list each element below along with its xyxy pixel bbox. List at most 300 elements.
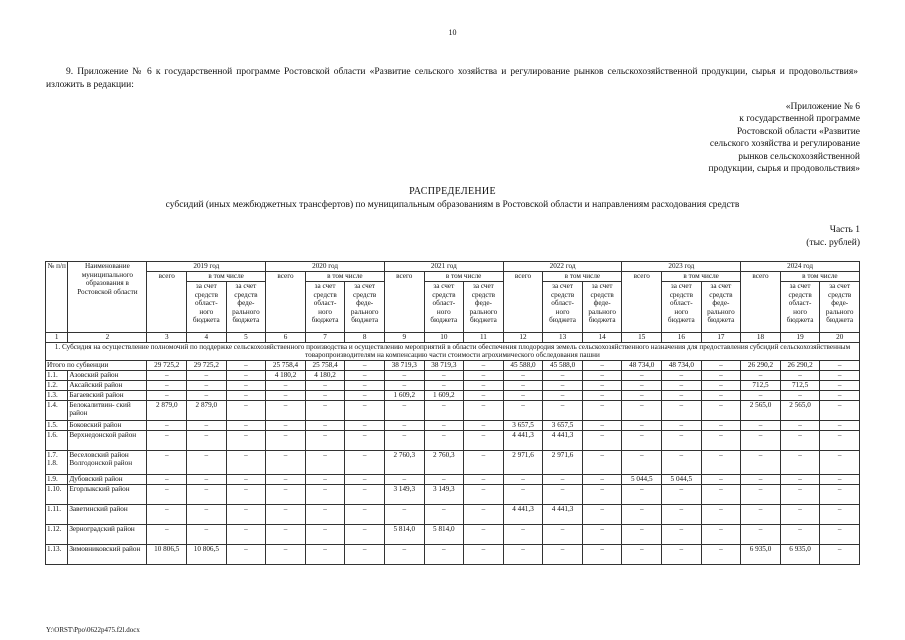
cell-value: 48 734,0 [662, 360, 702, 370]
header-federal-budget: за счет средств феде- рального бюджета [226, 282, 266, 333]
cell-value: – [780, 390, 820, 400]
cell-value: – [662, 524, 702, 544]
column-index: 11 [464, 333, 504, 343]
row-name: Зимовниковский район [68, 544, 147, 564]
cell-value: – [147, 380, 187, 390]
cell-value: – [741, 450, 781, 474]
cell-value: – [780, 484, 820, 504]
cell-value: – [741, 474, 781, 484]
cell-value: – [543, 380, 583, 390]
cell-value: – [780, 370, 820, 380]
cell-value: 3 657,5 [543, 420, 583, 430]
column-index: 7 [305, 333, 345, 343]
cell-value: 4 441,3 [503, 504, 543, 524]
cell-value: 2 971,6 [503, 450, 543, 474]
cell-value: – [266, 400, 306, 420]
column-index: 12 [503, 333, 543, 343]
appendix-line: продукции, сырья и продовольствия» [708, 164, 860, 175]
cell-value: – [662, 484, 702, 504]
cell-value: – [464, 544, 504, 564]
appendix-line: к государственной программе [739, 114, 860, 125]
cell-value: – [226, 544, 266, 564]
cell-value: – [187, 474, 227, 484]
cell-value: – [345, 390, 385, 400]
row-name: Дубовский район [68, 474, 147, 484]
cell-value: – [622, 484, 662, 504]
cell-value: – [464, 450, 504, 474]
cell-value: – [701, 390, 741, 400]
cell-value: – [147, 484, 187, 504]
cell-value: – [187, 420, 227, 430]
header-regional-budget: за счет средств област- ного бюджета [305, 282, 345, 333]
appendix-line: сельского хозяйства и регулирование [709, 139, 860, 150]
cell-value: 29 725,2 [187, 360, 227, 370]
row-number: 1.3. [46, 390, 68, 400]
header-federal-budget: за счет средств феде- рального бюджета [345, 282, 385, 333]
cell-value: – [701, 484, 741, 504]
cell-value: – [226, 360, 266, 370]
cell-value: – [345, 484, 385, 504]
table-row [46, 390, 860, 400]
cell-value: 2 760,3 [384, 450, 424, 474]
cell-value: 6 935,0 [780, 544, 820, 564]
row-number: 1.12. [46, 524, 68, 544]
cell-value: – [582, 504, 622, 524]
cell-value: – [187, 370, 227, 380]
cell-value: – [543, 400, 583, 420]
cell-value: – [503, 544, 543, 564]
cell-value: – [384, 400, 424, 420]
cell-value: – [384, 430, 424, 450]
cell-value: – [424, 430, 464, 450]
header-num: № п/п [46, 262, 68, 333]
cell-value: 3 657,5 [503, 420, 543, 430]
cell-value: – [384, 380, 424, 390]
cell-value: – [266, 544, 306, 564]
cell-value: – [384, 420, 424, 430]
column-index: 1 [46, 333, 68, 343]
cell-value: – [741, 504, 781, 524]
cell-value: – [266, 380, 306, 390]
cell-value: – [226, 504, 266, 524]
cell-value: – [701, 360, 741, 370]
cell-value: – [662, 370, 702, 380]
intro-paragraph: 9. Приложение № 6 к государственной программе Ростовской области «Развитие сельского хозяйства и регулирование рынков сельскохозяйственной продукции, сырья и продовольствия» изложить в редакции: [46, 67, 858, 90]
row-name: Багаевский район [68, 390, 147, 400]
cell-value: – [780, 524, 820, 544]
cell-value: 5 814,0 [384, 524, 424, 544]
header-year: 2020 год [266, 262, 385, 272]
cell-value: – [820, 484, 860, 504]
header-including: в том числе [543, 272, 622, 282]
cell-value: – [305, 450, 345, 474]
document-subtitle: субсидий (иных межбюджетных трансфертов) по муниципальным образованиям в Ростовской области и направлениям расходования средств [165, 200, 740, 210]
cell-value: – [662, 450, 702, 474]
cell-value: – [345, 420, 385, 430]
cell-value: – [266, 430, 306, 450]
cell-value: – [582, 450, 622, 474]
column-index: 17 [701, 333, 741, 343]
cell-value: – [464, 390, 504, 400]
cell-value: – [266, 524, 306, 544]
cell-value: 2 879,0 [187, 400, 227, 420]
units-label: (тыс. рублей) [806, 238, 860, 248]
cell-value: – [741, 370, 781, 380]
cell-value: – [266, 474, 306, 484]
cell-value: – [780, 430, 820, 450]
distribution-table [45, 261, 860, 565]
header-year: 2019 год [147, 262, 266, 272]
cell-value: – [345, 544, 385, 564]
cell-value: – [820, 400, 860, 420]
cell-value: – [424, 474, 464, 484]
header-including: в том числе [305, 272, 384, 282]
table-row [46, 430, 860, 450]
cell-value: – [226, 474, 266, 484]
cell-value: – [424, 544, 464, 564]
row-number: 1.1. [46, 370, 68, 380]
cell-value: 2 565,0 [741, 400, 781, 420]
cell-value: 10 806,5 [187, 544, 227, 564]
header-regional-budget: за счет средств област- ного бюджета [187, 282, 227, 333]
cell-value: 38 719,3 [384, 360, 424, 370]
cell-value: – [582, 370, 622, 380]
column-index: 14 [582, 333, 622, 343]
appendix-line: рынков сельскохозяйственной [738, 151, 860, 162]
cell-value: – [582, 420, 622, 430]
cell-value: – [305, 504, 345, 524]
table-row [46, 450, 860, 474]
cell-value: – [226, 430, 266, 450]
column-index: 20 [820, 333, 860, 343]
cell-value: – [147, 504, 187, 524]
cell-value: – [780, 420, 820, 430]
header-regional-budget: за счет средств област- ного бюджета [662, 282, 702, 333]
row-number: 1.4. [46, 400, 68, 420]
cell-value: – [384, 504, 424, 524]
cell-value: – [503, 400, 543, 420]
cell-value: 26 290,2 [780, 360, 820, 370]
cell-value: – [345, 450, 385, 474]
cell-value: – [701, 474, 741, 484]
cell-value: – [662, 504, 702, 524]
cell-value: – [464, 400, 504, 420]
cell-value: – [582, 544, 622, 564]
column-index: 2 [68, 333, 147, 343]
row-number: 1.2. [46, 380, 68, 390]
cell-value: – [543, 474, 583, 484]
cell-value: – [147, 524, 187, 544]
column-index: 3 [147, 333, 187, 343]
cell-value: – [305, 524, 345, 544]
cell-value: – [780, 450, 820, 474]
cell-value: – [701, 504, 741, 524]
row-number: 1.10. [46, 484, 68, 504]
cell-value: – [464, 484, 504, 504]
cell-value: – [622, 544, 662, 564]
cell-value: – [266, 390, 306, 400]
cell-value: – [543, 484, 583, 504]
cell-value: – [503, 524, 543, 544]
cell-value: – [820, 360, 860, 370]
cell-value: – [780, 474, 820, 484]
cell-value: – [464, 360, 504, 370]
cell-value: – [226, 370, 266, 380]
table-row [46, 474, 860, 484]
row-number: 1.6. [46, 430, 68, 450]
table-row [46, 484, 860, 504]
cell-value: – [622, 504, 662, 524]
cell-value: – [820, 380, 860, 390]
appendix-line: Ростовской области «Развитие [736, 126, 860, 137]
header-year: 2024 год [741, 262, 860, 272]
column-index: 6 [266, 333, 306, 343]
cell-value: – [187, 524, 227, 544]
cell-value: – [662, 544, 702, 564]
cell-value: – [701, 430, 741, 450]
cell-value: 4 441,3 [543, 504, 583, 524]
cell-value: – [780, 504, 820, 524]
cell-value: 3 149,3 [424, 484, 464, 504]
cell-value: – [345, 504, 385, 524]
cell-value: – [226, 400, 266, 420]
cell-value: 5 044,5 [662, 474, 702, 484]
cell-value: – [345, 400, 385, 420]
cell-value: – [424, 420, 464, 430]
cell-value: 1 609,2 [384, 390, 424, 400]
subsidy-heading: 1. Субсидия на осуществление полномочий по поддержке сельскохозяйственного производства и осуществлению мероприятий в области обеспечения плодородия земель сельскохозяйственного назначения для предоставления субсидий сельскохозяйственным товаропроизводителям на компенсацию части стоимости агрохимического обследования пашни [46, 342, 860, 360]
cell-value: – [820, 430, 860, 450]
row-name: Итого по субвенции [46, 360, 147, 370]
cell-value: 48 734,0 [622, 360, 662, 370]
header-year: 2023 год [622, 262, 741, 272]
row-number: 1.9. [46, 474, 68, 484]
cell-value: – [662, 390, 702, 400]
header-total: всего [503, 272, 543, 333]
cell-value: – [820, 544, 860, 564]
header-total: всего [266, 272, 306, 333]
column-index: 18 [741, 333, 781, 343]
cell-value: – [622, 420, 662, 430]
cell-value: 10 806,5 [147, 544, 187, 564]
header-federal-budget: за счет средств феде- рального бюджета [701, 282, 741, 333]
cell-value: – [543, 390, 583, 400]
cell-value: – [266, 420, 306, 430]
cell-value: – [345, 370, 385, 380]
cell-value: – [582, 474, 622, 484]
cell-value: 2 971,6 [543, 450, 583, 474]
cell-value: – [147, 420, 187, 430]
cell-value: – [820, 420, 860, 430]
cell-value: – [503, 390, 543, 400]
cell-value: – [543, 544, 583, 564]
header-year: 2022 год [503, 262, 622, 272]
cell-value: – [384, 544, 424, 564]
cell-value: – [503, 380, 543, 390]
cell-value: – [503, 484, 543, 504]
cell-value: – [147, 390, 187, 400]
cell-value: – [187, 504, 227, 524]
header-including: в том числе [780, 272, 859, 282]
cell-value: 2 879,0 [147, 400, 187, 420]
page-number: 10 [448, 28, 457, 37]
cell-value: – [701, 380, 741, 390]
table-row [46, 504, 860, 524]
cell-value: – [305, 544, 345, 564]
column-index: 10 [424, 333, 464, 343]
cell-value: – [464, 420, 504, 430]
header-total: всего [622, 272, 662, 333]
row-name: Заветинский район [68, 504, 147, 524]
cell-value: – [582, 360, 622, 370]
cell-value: 5 814,0 [424, 524, 464, 544]
cell-value: – [345, 474, 385, 484]
column-index: 19 [780, 333, 820, 343]
cell-value: – [582, 380, 622, 390]
cell-value: 25 758,4 [266, 360, 306, 370]
cell-value: – [701, 420, 741, 430]
column-index: 8 [345, 333, 385, 343]
column-index: 5 [226, 333, 266, 343]
cell-value: 26 290,2 [741, 360, 781, 370]
row-name: Боковский район [68, 420, 147, 430]
row-number: 1.5. [46, 420, 68, 430]
table-row [46, 544, 860, 564]
part-label: Часть 1 [829, 225, 860, 235]
cell-value: – [305, 484, 345, 504]
cell-value: – [424, 380, 464, 390]
cell-value: – [464, 380, 504, 390]
row-number: 1.7. 1.8. [46, 450, 68, 474]
cell-value: – [384, 474, 424, 484]
cell-value: 6 935,0 [741, 544, 781, 564]
cell-value: – [662, 380, 702, 390]
cell-value: – [305, 420, 345, 430]
cell-value: – [622, 400, 662, 420]
cell-value: – [741, 430, 781, 450]
row-name: Егорлыкский район [68, 484, 147, 504]
cell-value: – [741, 484, 781, 504]
cell-value: 45 588,0 [543, 360, 583, 370]
cell-value: – [820, 524, 860, 544]
cell-value: – [345, 430, 385, 450]
cell-value: – [543, 524, 583, 544]
appendix-line: «Приложение № 6 [785, 102, 860, 112]
cell-value: – [464, 370, 504, 380]
cell-value: 38 719,3 [424, 360, 464, 370]
cell-value: – [305, 474, 345, 484]
cell-value: – [424, 504, 464, 524]
header-name: Наименование муниципального образования в Ростовской области [68, 262, 147, 333]
cell-value: – [305, 380, 345, 390]
cell-value: 712,5 [741, 380, 781, 390]
header-total: всего [147, 272, 187, 333]
appendix-block [660, 101, 860, 175]
cell-value: – [384, 370, 424, 380]
cell-value: – [662, 430, 702, 450]
cell-value: – [226, 450, 266, 474]
cell-value: – [820, 390, 860, 400]
header-total: всего [384, 272, 424, 333]
header-federal-budget: за счет средств феде- рального бюджета [820, 282, 860, 333]
cell-value: – [701, 370, 741, 380]
header-regional-budget: за счет средств област- ного бюджета [780, 282, 820, 333]
cell-value: – [622, 524, 662, 544]
cell-value: – [266, 450, 306, 474]
cell-value: – [820, 370, 860, 380]
cell-value: – [226, 380, 266, 390]
cell-value: – [147, 450, 187, 474]
cell-value: 4 441,3 [543, 430, 583, 450]
cell-value: – [345, 380, 385, 390]
cell-value: – [741, 524, 781, 544]
cell-value: – [424, 370, 464, 380]
cell-value: 5 044,5 [622, 474, 662, 484]
cell-value: – [305, 390, 345, 400]
cell-value: – [622, 450, 662, 474]
cell-value: – [345, 524, 385, 544]
cell-value: – [464, 430, 504, 450]
cell-value: 4 180,2 [305, 370, 345, 380]
header-total: всего [741, 272, 781, 333]
cell-value: – [701, 524, 741, 544]
cell-value: – [741, 390, 781, 400]
cell-value: – [582, 400, 622, 420]
cell-value: – [226, 484, 266, 504]
column-index: 9 [384, 333, 424, 343]
cell-value: 3 149,3 [384, 484, 424, 504]
cell-value: 1 609,2 [424, 390, 464, 400]
header-including: в том числе [187, 272, 266, 282]
cell-value: – [503, 474, 543, 484]
header-regional-budget: за счет средств област- ного бюджета [424, 282, 464, 333]
cell-value: – [147, 430, 187, 450]
cell-value: – [622, 370, 662, 380]
table-row [46, 380, 860, 390]
column-index: 15 [622, 333, 662, 343]
cell-value: – [147, 474, 187, 484]
cell-value: – [582, 524, 622, 544]
cell-value: – [464, 474, 504, 484]
row-name: Зерноградский район [68, 524, 147, 544]
cell-value: 2 760,3 [424, 450, 464, 474]
row-name: Верхнедонской район [68, 430, 147, 450]
cell-value: – [305, 430, 345, 450]
cell-value: – [266, 504, 306, 524]
cell-value: – [305, 400, 345, 420]
cell-value: – [582, 390, 622, 400]
table-row [46, 524, 860, 544]
cell-value: – [662, 400, 702, 420]
cell-value: 4 441,3 [503, 430, 543, 450]
cell-value: – [464, 504, 504, 524]
file-path-footer: Y:\ORST\Ppo\0622p475.f2l.docx [46, 626, 140, 634]
header-federal-budget: за счет средств феде- рального бюджета [582, 282, 622, 333]
table-row [46, 420, 860, 430]
cell-value: – [622, 380, 662, 390]
cell-value: – [662, 420, 702, 430]
cell-value: 45 588,0 [503, 360, 543, 370]
row-name: Белокалитвин- ский район [68, 400, 147, 420]
cell-value: 4 180,2 [266, 370, 306, 380]
cell-value: – [503, 370, 543, 380]
total-row [46, 360, 860, 370]
cell-value: 29 725,2 [147, 360, 187, 370]
cell-value: – [820, 450, 860, 474]
row-name: Веселовский район Волгодонской район [68, 450, 147, 474]
cell-value: – [701, 450, 741, 474]
cell-value: – [582, 484, 622, 504]
